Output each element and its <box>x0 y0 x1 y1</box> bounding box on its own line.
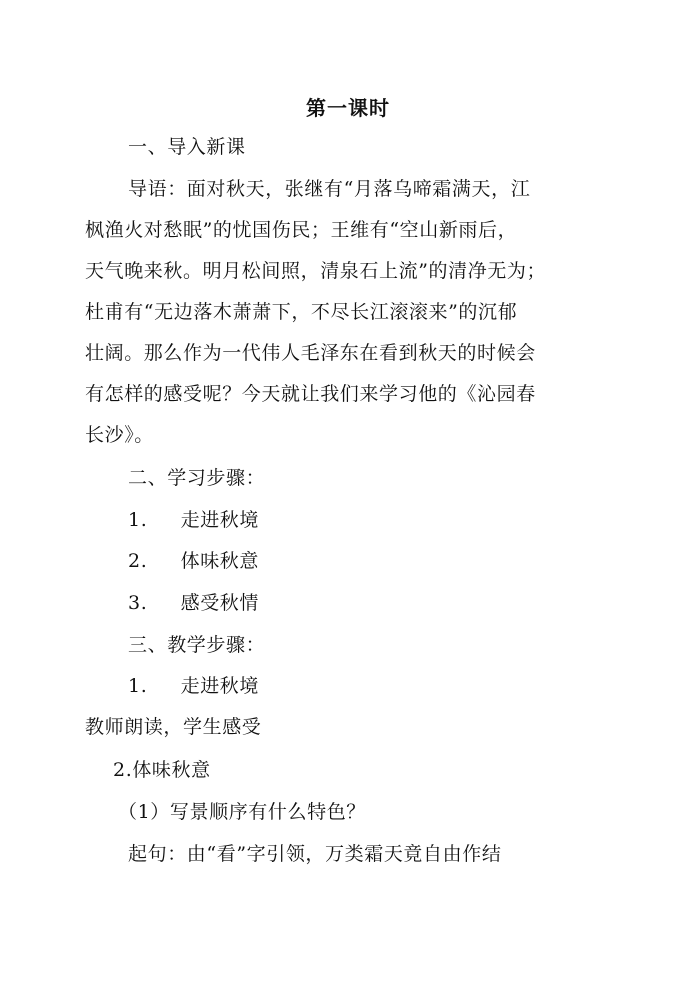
list-item-number: 1. <box>128 509 148 531</box>
list-item <box>128 508 259 532</box>
paragraph-line: 有怎样的感受呢？今天就让我们来学习他的《沁园春 <box>85 383 536 405</box>
paragraph-line: 壮阔。那么作为一代伟人毛泽东在看到秋天的时候会 <box>85 342 536 364</box>
list-item <box>128 674 259 698</box>
list-item-number: 1. <box>128 675 148 697</box>
answer: 起句：由“看”字引领，万类霜天竟自由作结 <box>128 843 502 865</box>
section-heading-intro: 一、导入新课 <box>128 136 246 158</box>
question: （1）写景顺序有什么特色？ <box>118 801 366 823</box>
list-item-text: 感受秋情 <box>180 592 260 614</box>
list-item-text: 体味秋意 <box>180 550 260 572</box>
paragraph-line: 长沙》。 <box>85 424 154 446</box>
paragraph-line: 天气晚来秋。明月松间照，清泉石上流”的清净无为； <box>85 260 547 282</box>
page-title: 第一课时 <box>306 96 390 120</box>
list-item <box>128 591 259 615</box>
step-note: 教师朗读，学生感受 <box>85 716 262 738</box>
step-heading: 2.体味秋意 <box>113 759 211 781</box>
paragraph-line: 杜甫有“无边落木萧萧下，不尽长江滚滚来”的沉郁 <box>85 301 518 323</box>
list-item <box>128 549 259 573</box>
section-heading-teaching: 三、教学步骤： <box>128 634 266 656</box>
list-item-text: 走进秋境 <box>180 675 260 697</box>
list-item-number: 3. <box>128 592 148 614</box>
list-item-number: 2. <box>128 550 148 572</box>
section-heading-steps: 二、学习步骤： <box>128 467 266 489</box>
paragraph-line: 导语：面对秋天，张继有“月落乌啼霜满天，江 <box>128 178 531 200</box>
paragraph-line: 枫渔火对愁眠”的忧国伤民；王维有“空山新雨后， <box>85 219 518 241</box>
list-item-text: 走进秋境 <box>180 509 260 531</box>
